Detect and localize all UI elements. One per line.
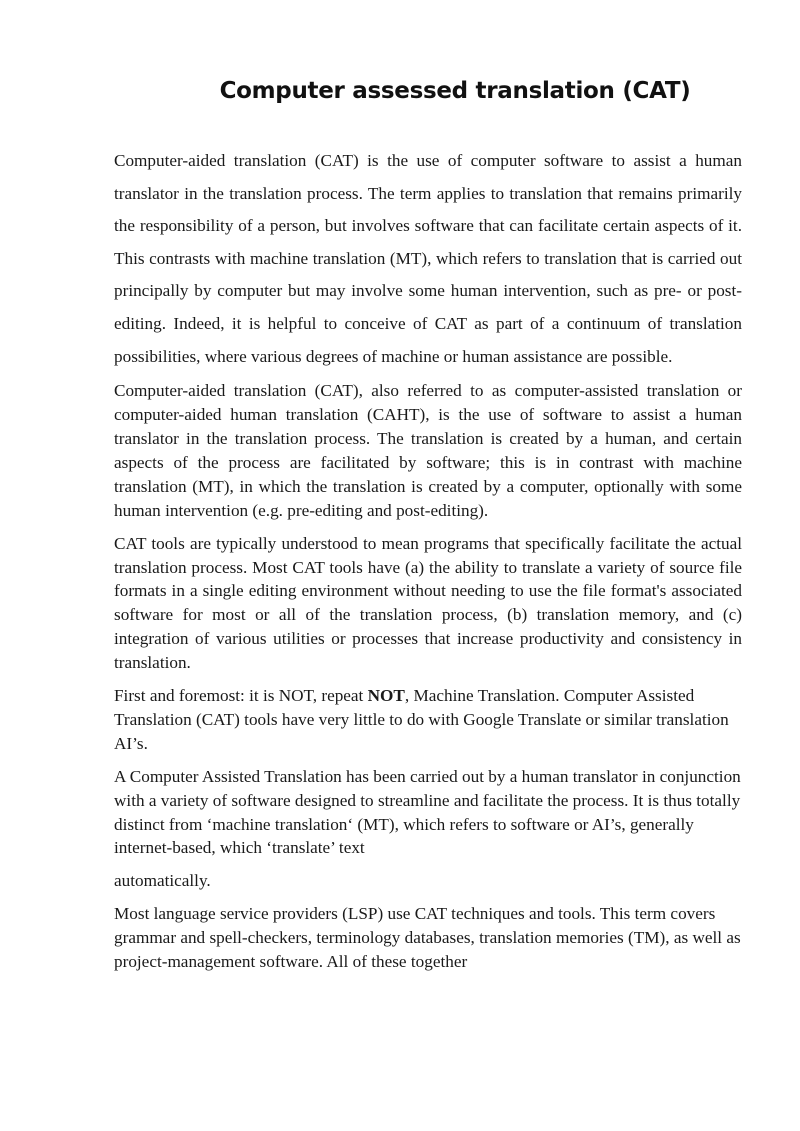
paragraph-cat-definition: Computer-aided translation (CAT) is the use of computer software to assist a human translator in the translation process. The term applies to translation that remains primarily the responsibility of a person, but involves software that can facilitate certain aspects of it. This contrasts with machine translation (MT), which refers to translation that is carried out principally by computer but may involve some human intervention, such as pre- or post-editing. Indeed, it is helpful to conceive of CAT as part of a continuum of translation possibilities, where various degrees of machine or human assistance are possible. (114, 151, 742, 366)
paragraph-lsp: Most language service providers (LSP) use CAT techniques and tools. This term covers grammar and spell-checkers, terminology databases, translation memories (TM), as well as project-management software. All of these together (114, 904, 741, 972)
paragraph-not-machine-translation (114, 684, 742, 756)
paragraph-text-part: First and foremost: it is NOT, repeat (114, 686, 368, 706)
paragraph-human-translator: A Computer Assisted Translation has been carried out by a human translator in conjunction with a variety of software designed to streamline and facilitate the process. It is thus totally distinct from ‘machine translation‘ (MT), which refers to software or AI’s, generally internet-based, which ‘translate’ text (114, 766, 741, 858)
page-title: Computer assessed translation (CAT) (219, 78, 691, 104)
paragraph-cat-tools: CAT tools are typically understood to mean programs that specifically facilitate the actual translation process. Most CAT tools have (a) the ability to translate a variety of source file formats in a single editing environment without needing to use the file format's associated software for most or all of the translation process, (b) translation memory, and (c) integration of various utilities or processes that increase productivity and consistency in translation. (114, 533, 742, 673)
emphasis-not: NOT (367, 686, 405, 706)
paragraph-automatically: automatically. (114, 871, 211, 891)
document-body (114, 145, 742, 983)
paragraph-text-part: , Machine Translation. Computer Assisted Translation (CAT) tools have very little to do with Google Translate or similar translation AI’s. (114, 686, 729, 753)
paragraph-cat-aliases: Computer-aided translation (CAT), also referred to as computer-assisted translation or computer-aided human translation (CAHT), is the use of software to assist a human translator in the translation process. The translation is created by a human, and certain aspects of the process are facilitated by software; this is in contrast with machine translation (MT), in which the translation is created by a computer, optionally with some human intervention (e.g. pre-editing and post-editing). (114, 381, 742, 520)
